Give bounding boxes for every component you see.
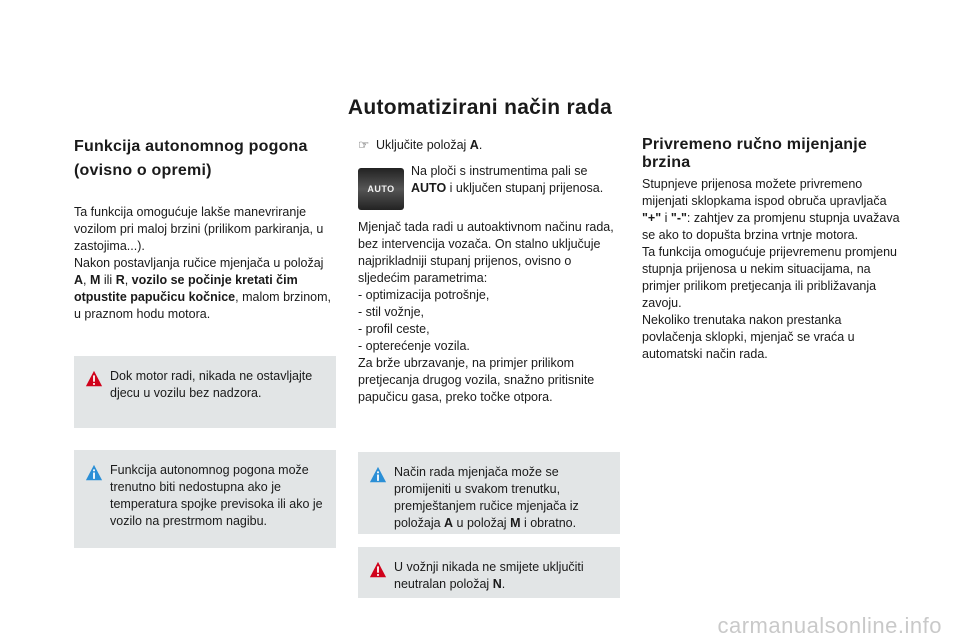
warning-text xyxy=(394,559,608,593)
plus-switch: "+" xyxy=(642,211,662,225)
warning-icon xyxy=(369,561,387,579)
right-section-title xyxy=(642,136,904,172)
info-icon xyxy=(85,464,103,482)
text: i xyxy=(661,211,671,225)
right-title-line1: Privremeno ručno mijenjanje xyxy=(642,136,868,153)
gear-m: M xyxy=(510,516,521,530)
auto-label: AUTO xyxy=(411,181,447,195)
left-section-title xyxy=(74,136,336,181)
text: Način rada mjenjača može se promijeniti u svakom trenutku, premještanjem ručice mjenjača iz položaja xyxy=(394,465,579,530)
text: i uključen stupanj prijenosa. xyxy=(446,181,604,195)
left-body xyxy=(74,204,336,323)
warning-box-neutral xyxy=(358,547,620,598)
gear-a: A xyxy=(469,138,479,152)
left-paragraph-2 xyxy=(74,255,336,323)
bold-text: vozilo se počinje kretati čim otpustite papučicu kočnice xyxy=(74,273,298,304)
minus-switch: "-" xyxy=(670,211,687,225)
auto-indicator-badge: AUTO xyxy=(358,168,404,210)
warning-box-children xyxy=(74,356,336,428)
left-paragraph-1: Ta funkcija omogućuje lakše manevriranje vozilom pri maloj brzini (prilikom parkiranja, u zastojima...). xyxy=(74,205,324,253)
gear-n: N xyxy=(492,577,502,591)
right-paragraph-3: Nekoliko trenutaka nakon prestanka povlačenja sklopki, mjenjač se vraća u automatski način rada. xyxy=(642,313,855,361)
text: Uključite položaj xyxy=(376,138,470,152)
text: , malom brzinom, u praznom hodu motora. xyxy=(74,290,331,321)
text: . xyxy=(501,577,506,591)
right-paragraph-1 xyxy=(642,176,904,244)
list-item: - stil vožnje, xyxy=(358,305,424,319)
middle-paragraph-1: Mjenjač tada radi u autoaktivnom načinu rada, bez intervencija vozača. On stalno uključuje najprikladniji stupanj prijenos, ovisno o sljedećim parametrima: xyxy=(358,220,614,285)
text: , xyxy=(124,273,132,287)
gear-a: A xyxy=(74,273,84,287)
text: Na ploči s instrumentima pali se xyxy=(411,164,588,178)
middle-paragraph-2: Za brže ubrzavanje, na primjer prilikom pretjecanja drugog vozila, snažno pritisnite papučicu gasa, preko točke otpora. xyxy=(358,356,595,404)
right-title-line2: brzina xyxy=(642,154,691,171)
pointer-arrow-icon: ☞ xyxy=(358,138,370,152)
list-item: - optimizacija potrošnje, xyxy=(358,288,490,302)
gear-r: R xyxy=(115,273,125,287)
text: ili xyxy=(100,273,116,287)
warning-text: Dok motor radi, nikada ne ostavljajte djecu u vozilu bez nadzora. xyxy=(110,369,313,400)
info-text: Funkcija autonomnog pogona može trenutno biti nedostupna ako je temperatura spojke previsoka ili ako je vozilo na prestrmom nagibu. xyxy=(110,463,323,528)
warning-icon xyxy=(85,370,103,388)
info-icon xyxy=(369,466,387,484)
text: U vožnji nikada ne smijete uključiti neutralan položaj xyxy=(394,560,584,591)
text: i obratno. xyxy=(520,516,577,530)
list-item: - opterećenje vozila. xyxy=(358,339,470,353)
gear-a: A xyxy=(444,516,454,530)
step-instruction xyxy=(358,137,620,154)
watermark: carmanualsonline.info xyxy=(717,613,942,638)
page-title: Automatizirani način rada xyxy=(347,96,613,119)
left-title-line2: (ovisno o opremi) xyxy=(74,162,212,179)
gear-m: M xyxy=(89,273,101,287)
right-paragraph-2: Ta funkcija omogućuje prijevremenu promjenu stupnja prijenosa u nekim situacijama, na primjer prilikom pretjecanja ili približavanja zavoju. xyxy=(642,245,897,310)
text: : zahtjev za promjenu stupnja uvažava se ako to dopušta brzina vrtnje motora. xyxy=(642,211,900,242)
text: Nakon postavljanja ručice mjenjača u položaj xyxy=(74,256,324,270)
text: u položaj xyxy=(453,516,511,530)
display-text xyxy=(411,163,619,197)
info-box-mode-change xyxy=(358,452,620,534)
text: Stupnjeve prijenosa možete privremeno mijenjati sklopkama ispod obruča upravljača xyxy=(642,177,887,208)
middle-body xyxy=(358,219,620,406)
right-body xyxy=(642,176,904,363)
left-title-line1: Funkcija autonomnog pogona xyxy=(74,138,308,155)
info-box-autonomous xyxy=(74,450,336,548)
text: , xyxy=(83,273,90,287)
info-text xyxy=(394,464,608,532)
list-item: - profil ceste, xyxy=(358,322,430,336)
text: . xyxy=(478,138,483,152)
